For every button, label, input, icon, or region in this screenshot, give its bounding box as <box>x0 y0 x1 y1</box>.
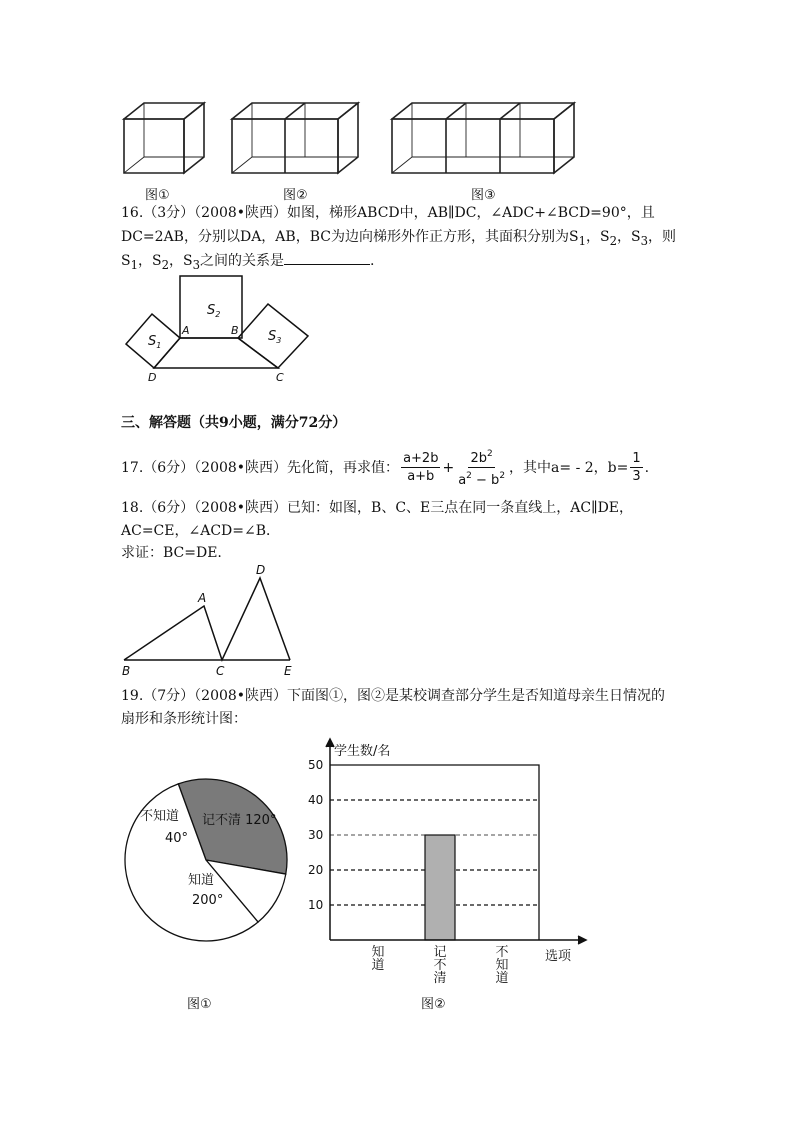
q16-line3: $S_1$，$S_2$，$S_3$之间的关系是 . <box>121 250 375 276</box>
cube-fig1-label: 图① <box>145 188 170 203</box>
q18-point-b: B <box>122 664 131 678</box>
q18-point-e: E <box>284 664 292 678</box>
pie-label-know-value: 200° <box>192 893 224 908</box>
section3-heading: 三、解答题（共9小题，满分72分） <box>121 415 347 431</box>
bar-ylabel: 学生数/名 <box>334 744 391 759</box>
q19-line1: 19.（7分）（2008•陕西）下面图①，图②是某校调查部分学生是否知道母亲生日情况的 <box>121 688 666 704</box>
bar-chart <box>296 735 606 985</box>
bar-xlabel: 选项 <box>545 949 572 964</box>
q16-answer-blank <box>284 250 370 265</box>
q17-text: 17.（6分）（2008•陕西）先化简，再求值： $\frac{a+2b}{a+b}$ + $\frac{2b^2}{a^2 - b^2}$ ，其中a= - 2，b= $\frac{1}{3}$ . <box>121 449 650 488</box>
cube-fig3-label: 图③ <box>471 188 496 203</box>
q18-point-d: D <box>256 563 266 577</box>
bar-ytick-30: 30 <box>308 828 324 842</box>
cube-figures <box>110 95 610 205</box>
bar-xtick-2: 不知道 <box>495 945 509 985</box>
bar-xtick-1: 记不清 <box>433 945 447 985</box>
cube-fig2-label: 图② <box>283 188 308 203</box>
fig2-label: 图② <box>421 997 446 1012</box>
q16-point-d: D <box>148 371 157 384</box>
q18-point-c: C <box>216 664 225 678</box>
q16-line2: DC=2AB，分别以DA，AB，BC为边向梯形外作正方形，其面积分别为$S_1$，$S_2$，$S_3$，则 <box>121 229 677 248</box>
q17-fraction1: $\frac{a+2b}{a+b}$ <box>403 451 439 484</box>
bar-ytick-50: 50 <box>308 758 324 772</box>
q18-line3: 求证：BC=DE. <box>121 545 222 561</box>
fig1-label: 图① <box>187 997 212 1012</box>
pie-label-unknown-name: 不知道 <box>140 809 180 824</box>
pie-chart <box>110 768 300 954</box>
q17-fraction2: $\frac{2b^2}{a^2 - b^2}$ <box>458 449 506 488</box>
pie-label-know-name: 知道 <box>188 873 215 888</box>
q16-s3-label: $S_3$ <box>268 329 282 345</box>
q16-s2-label: $S_2$ <box>207 303 221 319</box>
pie-label-forgot: 记不清 120° <box>202 813 277 828</box>
q16-point-a: A <box>182 324 190 337</box>
q18-point-a: A <box>198 591 207 605</box>
q19-line2: 扇形和条形统计图： <box>121 711 247 727</box>
bar-ytick-10: 10 <box>308 898 324 912</box>
q17-b-value: $\frac{1}{3}$ <box>632 451 641 484</box>
q16-line1: 16.（3分）（2008•陕西）如图，梯形ABCD中，AB∥DC，∠ADC+∠BCD=90°，且 <box>121 205 655 221</box>
q18-line1: 18.（6分）（2008•陕西）已知：如图，B、C、E三点在同一条直线上，AC∥DE， <box>121 500 634 516</box>
q16-point-b: B <box>231 324 239 337</box>
q16-trapezoid-figure <box>118 272 328 388</box>
bar-ytick-20: 20 <box>308 863 324 877</box>
q16-point-c: C <box>276 371 284 384</box>
pie-label-unknown-value: 40° <box>165 831 189 846</box>
q18-triangle-figure <box>118 560 328 680</box>
q16-s1-label: $S_1$ <box>148 334 162 350</box>
q18-line2: AC=CE，∠ACD=∠B． <box>121 523 281 539</box>
bar-ytick-40: 40 <box>308 793 324 807</box>
bar-1 <box>425 835 455 940</box>
bar-xtick-0: 知道 <box>371 945 385 973</box>
